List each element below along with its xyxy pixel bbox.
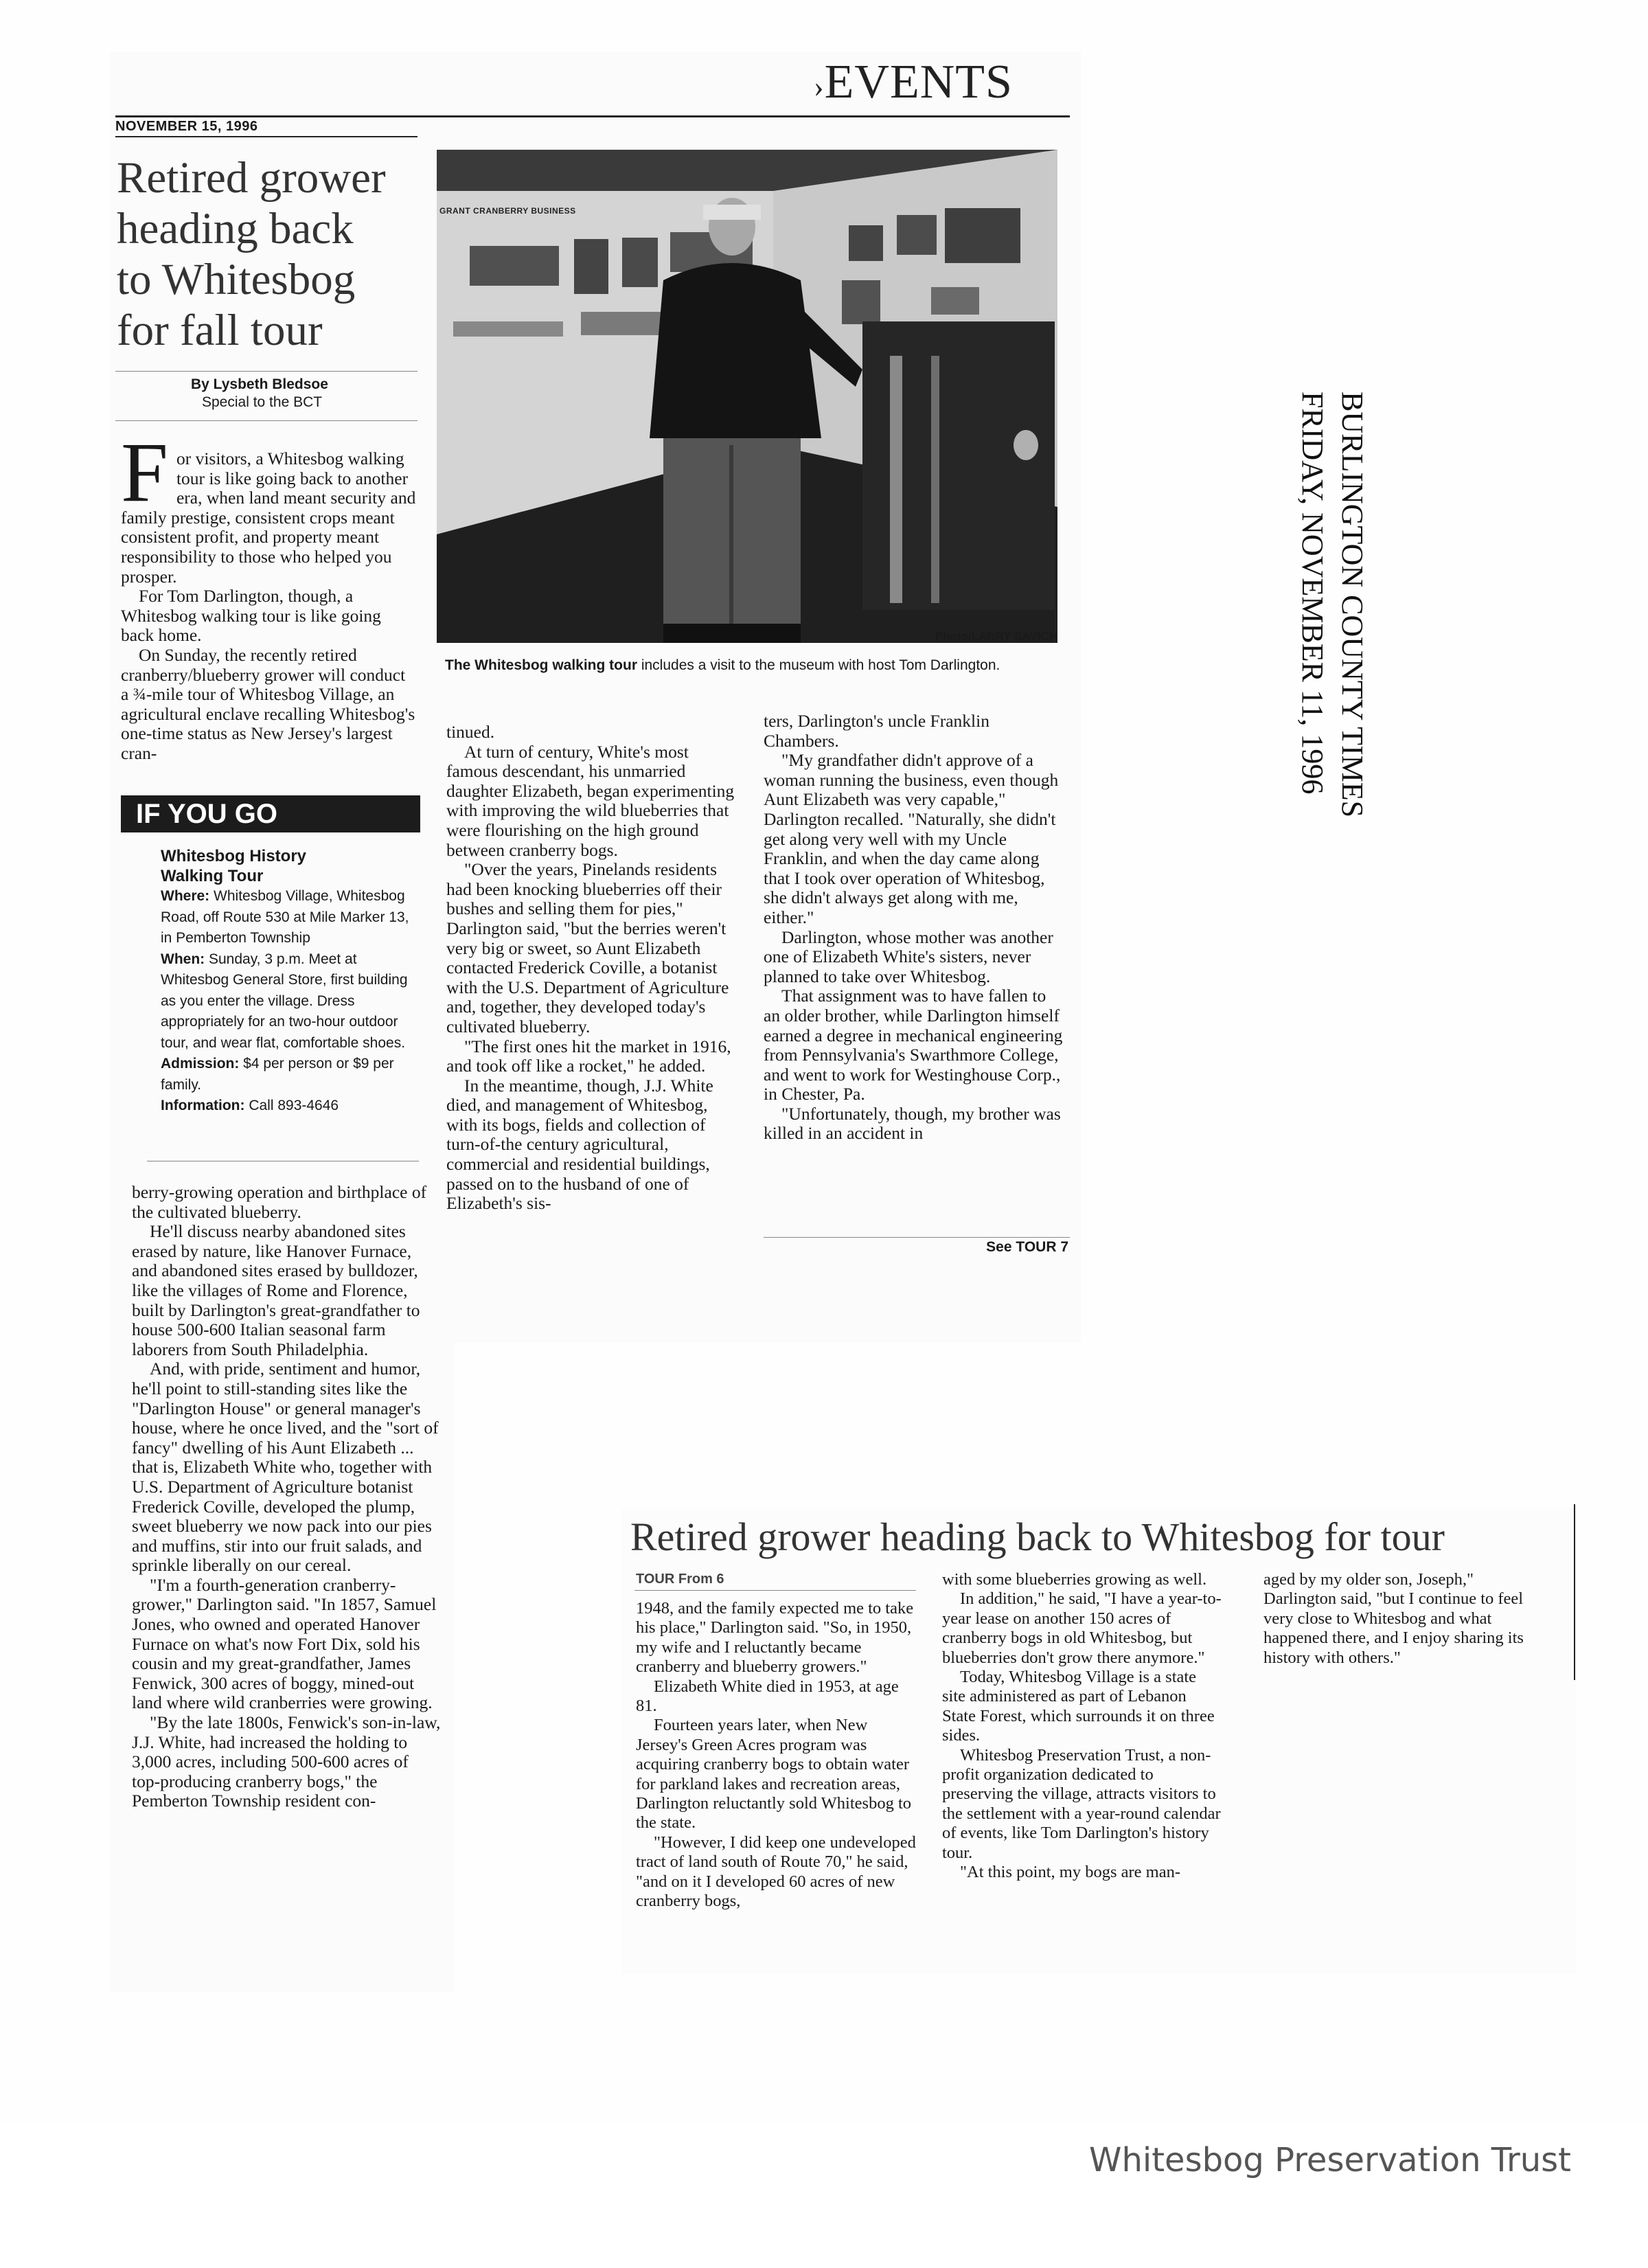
col1-paragraph-2: He'll discuss nearby abandoned sites erased by nature, like Hanover Furnace, and abandoned sites erased by bulldozer, like the villages of Rome and Florence, built by Darlington's great-grandfather to house 500-600 Italian seasonal farm laborers from South Philadelphia. <box>132 1221 420 1359</box>
col1-paragraph-5: "By the late 1800s, Fenwick's son-in-law, J.J. White, had increased the holding to 3,000 acres, including 500-600 acres of top-producing cranberry bogs," the Pemberton Township resident con- <box>132 1712 441 1811</box>
cont-col2-paragraph-3: Today, Whitesbog Village is a state site administered as part of Lebanon State Forest, which surrounds it on three sides. <box>942 1668 1215 1745</box>
headline-line-2: heading back <box>117 204 354 253</box>
byline-sub: Special to the BCT <box>202 394 323 410</box>
headline-line-3: to Whitesbog <box>117 255 356 304</box>
where-label: Where: <box>161 888 210 904</box>
masthead-paper: BURLINGTON COUNTY TIMES <box>1336 392 1369 818</box>
col2-paragraph-2: At turn of century, White's most famous descendant, his unmarried daughter Elizabeth, began experimenting with improving the wild blueberries that were flourishing on the high ground between cranberry bogs. <box>446 741 735 860</box>
footer-credit: Whitesbog Preservation Trust <box>1089 2141 1571 2179</box>
information-value: Call 893-4646 <box>244 1098 339 1113</box>
if-you-go-box <box>161 846 411 1117</box>
column-2 <box>446 723 743 1214</box>
cont-col2-paragraph-1: with some blueberries growing as well. <box>942 1570 1207 1589</box>
when-value: Sunday, 3 p.m. Meet at Whitesbog General Store, first building as you enter the village. Dress appropriately for an two-hour outdoor tour, and wear flat, comfortable shoes. <box>161 951 408 1051</box>
when-entry <box>161 949 411 1054</box>
dateline: NOVEMBER 15, 1996 <box>115 119 258 134</box>
continuation-column-1 <box>636 1599 917 1912</box>
where-entry <box>161 886 411 949</box>
col1-paragraph-4: "I'm a fourth-generation cranberry-grower," Darlington said. "In 1857, Samuel Jones, who owned and operated Hanover Furnace on what's now Fort Dix, sold his cousin and my great-grandfather, James Fenwick, 300 acres of boggy, mined-out land where wild cranberries were growing. <box>132 1574 437 1713</box>
information-entry <box>161 1096 411 1117</box>
col3-paragraph-5: "Unfortunately, though, my brother was killed in an accident in <box>764 1103 1061 1144</box>
col3-paragraph-2: "My grandfather didn't approve of a woman running the business, even though Aunt Elizabeth was very capable," Darlington recalled. "Naturally, she didn't get along very well with my Uncle Franklin, and when the day came along that I took over operation of Whitesbog, she didn't always get along with me, either." <box>764 750 1059 927</box>
information-label: Information: <box>161 1098 245 1113</box>
news-photo <box>437 150 1057 643</box>
lead-paragraph: or visitors, a Whitesbog walking tour is like going back to another era, when land meant security and family prestige, consistent crops meant consistent profit, and property meant responsibility to those who helped you prosper. <box>121 449 416 587</box>
where-value: Whitesbog Village, Whitesbog Road, off Route 530 at Mile Marker 13, in Pemberton Township <box>161 888 409 946</box>
photo-caption-lead: The Whitesbog walking tour <box>445 657 637 673</box>
photo-credit: Photo/LARRY SAVICH <box>935 630 1057 643</box>
section-rule <box>115 115 1070 117</box>
continuation-from-rule <box>634 1590 916 1591</box>
cont-col1-paragraph-2: Elizabeth White died in 1953, at age 81. <box>636 1677 899 1716</box>
section-glyph: › <box>814 69 825 104</box>
col1-paragraph-3: And, with pride, sentiment and humor, he'll point to still-standing sites like the "Darlington House" or general manager's house, where he once lived, and the "sort of fancy" dwelling of his Aunt Elizabeth ... that is, Elizabeth White who, together with U.S. Department of Agriculture botanist Frederick Coville, developed the plump, sweet blueberry we now pack into our pies and muffins, stir into our fruit salads, and sprinkle liberally on our cereal. <box>132 1359 439 1576</box>
jump-line: See TOUR 7 <box>986 1239 1068 1255</box>
jump-rule <box>764 1237 1070 1238</box>
cont-col2-paragraph-4: Whitesbog Preservation Trust, a non-profit organization dedicated to preserving the village, attracts visitors to the settlement with a year-round calendar of events, like Tom Darlington's history tour. <box>942 1745 1221 1862</box>
admission-entry <box>161 1054 411 1096</box>
cont-col1-paragraph-4: "However, I did keep one undeveloped tract of land south of Route 70," he said, "and on it I developed 60 acres of new cranberry bogs, <box>636 1833 916 1911</box>
section-name: EVENTS <box>824 56 1013 109</box>
headline-line-4: for fall tour <box>117 306 323 355</box>
photo-scene <box>437 150 1057 643</box>
masthead-date: FRIDAY, NOVEMBER 11, 1996 <box>1296 392 1329 795</box>
col3-paragraph-4: That assignment was to have fallen to an older brother, while Darlington himself earned a degree in mechanical engineering from Pennsylvania's Swarthmore College, and went to work for Westinghouse Corp., in Chester, Pa. <box>764 986 1063 1104</box>
headline-line-1: Retired grower <box>117 153 386 203</box>
column-1-lower <box>132 1183 441 1811</box>
if-you-go-title: Whitesbog History Walking Tour <box>161 847 307 885</box>
col2-paragraph-4: "The first ones hit the market in 1916, and took off like a rocket," he added. <box>446 1036 731 1076</box>
byline-rule-bottom <box>115 420 417 421</box>
continuation-edge <box>1574 1504 1575 1680</box>
continuation-from: TOUR From 6 <box>636 1572 724 1587</box>
cont-col1-paragraph-3: Fourteen years later, when New Jersey's Green Acres program was acquiring cranberry bogs to obtain water for parkland lakes and recreation areas, Darlington reluctantly sold Whitesbog to the state. <box>636 1716 912 1833</box>
if-you-go-label: IF YOU GO <box>136 799 277 829</box>
drop-cap: F <box>121 425 168 519</box>
photo-caption-text: includes a visit to the museum with host Tom Darlington. <box>637 657 1000 673</box>
continuation-column-2 <box>942 1570 1224 1883</box>
continuation-column-3 <box>1263 1570 1545 1668</box>
col1-paragraph-1: berry-growing operation and birthplace of the cultivated blueberry. <box>132 1182 427 1222</box>
photo-sign-text: GRANT CRANBERRY BUSINESS <box>439 206 576 216</box>
cont-col3-paragraph-1: aged by my older son, Joseph," Darlington said, "but I continue to feel very close to Whitesbog and what happened there, and I enjoy sharing its history with others." <box>1263 1570 1524 1667</box>
admission-value: $4 per person or $9 per family. <box>161 1056 394 1093</box>
cont-col1-paragraph-1: 1948, and the family expected me to take his place," Darlington said. "So, in 1950, my wife and I reluctantly became cranberry and blueberry growers." <box>636 1599 914 1677</box>
continuation-headline: Retired grower heading back to Whitesbog for tour <box>630 1515 1445 1559</box>
byline-rule-top <box>115 371 417 372</box>
lead-story <box>121 425 416 764</box>
headline <box>117 152 386 356</box>
cont-col2-paragraph-2: In addition," he said, "I have a year-to-year lease on another 150 acres of cranberry bogs in old Whitesbog, but blueberries don't grow there anymore." <box>942 1589 1222 1667</box>
if-you-go-banner <box>121 795 420 832</box>
col2-paragraph-5: In the meantime, though, J.J. White died, and management of Whitesbog, with its bogs, fields and collection of turn-of-the century agricultural, commercial and residential buildings, passed on to the husband of one of Elizabeth's sis- <box>446 1075 713 1214</box>
col2-paragraph-1: tinued. <box>446 722 495 742</box>
column-3 <box>764 712 1066 1144</box>
byline: By Lysbeth Bledsoe <box>191 376 328 392</box>
admission-label: Admission: <box>161 1056 240 1071</box>
dateline-rule <box>115 136 417 137</box>
when-label: When: <box>161 951 205 967</box>
photo-caption <box>445 657 1056 674</box>
col3-paragraph-3: Darlington, whose mother was another one of Elizabeth White's sisters, never planned to take over Whitesbog. <box>764 927 1053 986</box>
col2-paragraph-3: "Over the years, Pinelands residents had been knocking blueberries off their bushes and selling them for pies," Darlington said, "but the berries weren't very big or sweet, so Aunt Elizabeth contacted Frederick Coville, a botanist with the U.S. Department of Agriculture and, together, they developed today's cultivated blueberry. <box>446 859 729 1036</box>
story-paragraph-2: For Tom Darlington, though, a Whitesbog walking tour is like going back home. <box>121 586 381 646</box>
masthead <box>1276 392 1372 941</box>
col3-paragraph-1: ters, Darlington's uncle Franklin Chambers. <box>764 711 989 751</box>
story-paragraph-3: On Sunday, the recently retired cranberry/blueberry grower will conduct a ¾-mile tour of Whitesbog Village, an agricultural enclave recalling Whitesbog's one-time status as New Jersey's largest cran- <box>121 644 415 763</box>
section-flag <box>814 55 1013 110</box>
cont-col2-paragraph-5: "At this point, my bogs are man- <box>960 1863 1180 1882</box>
